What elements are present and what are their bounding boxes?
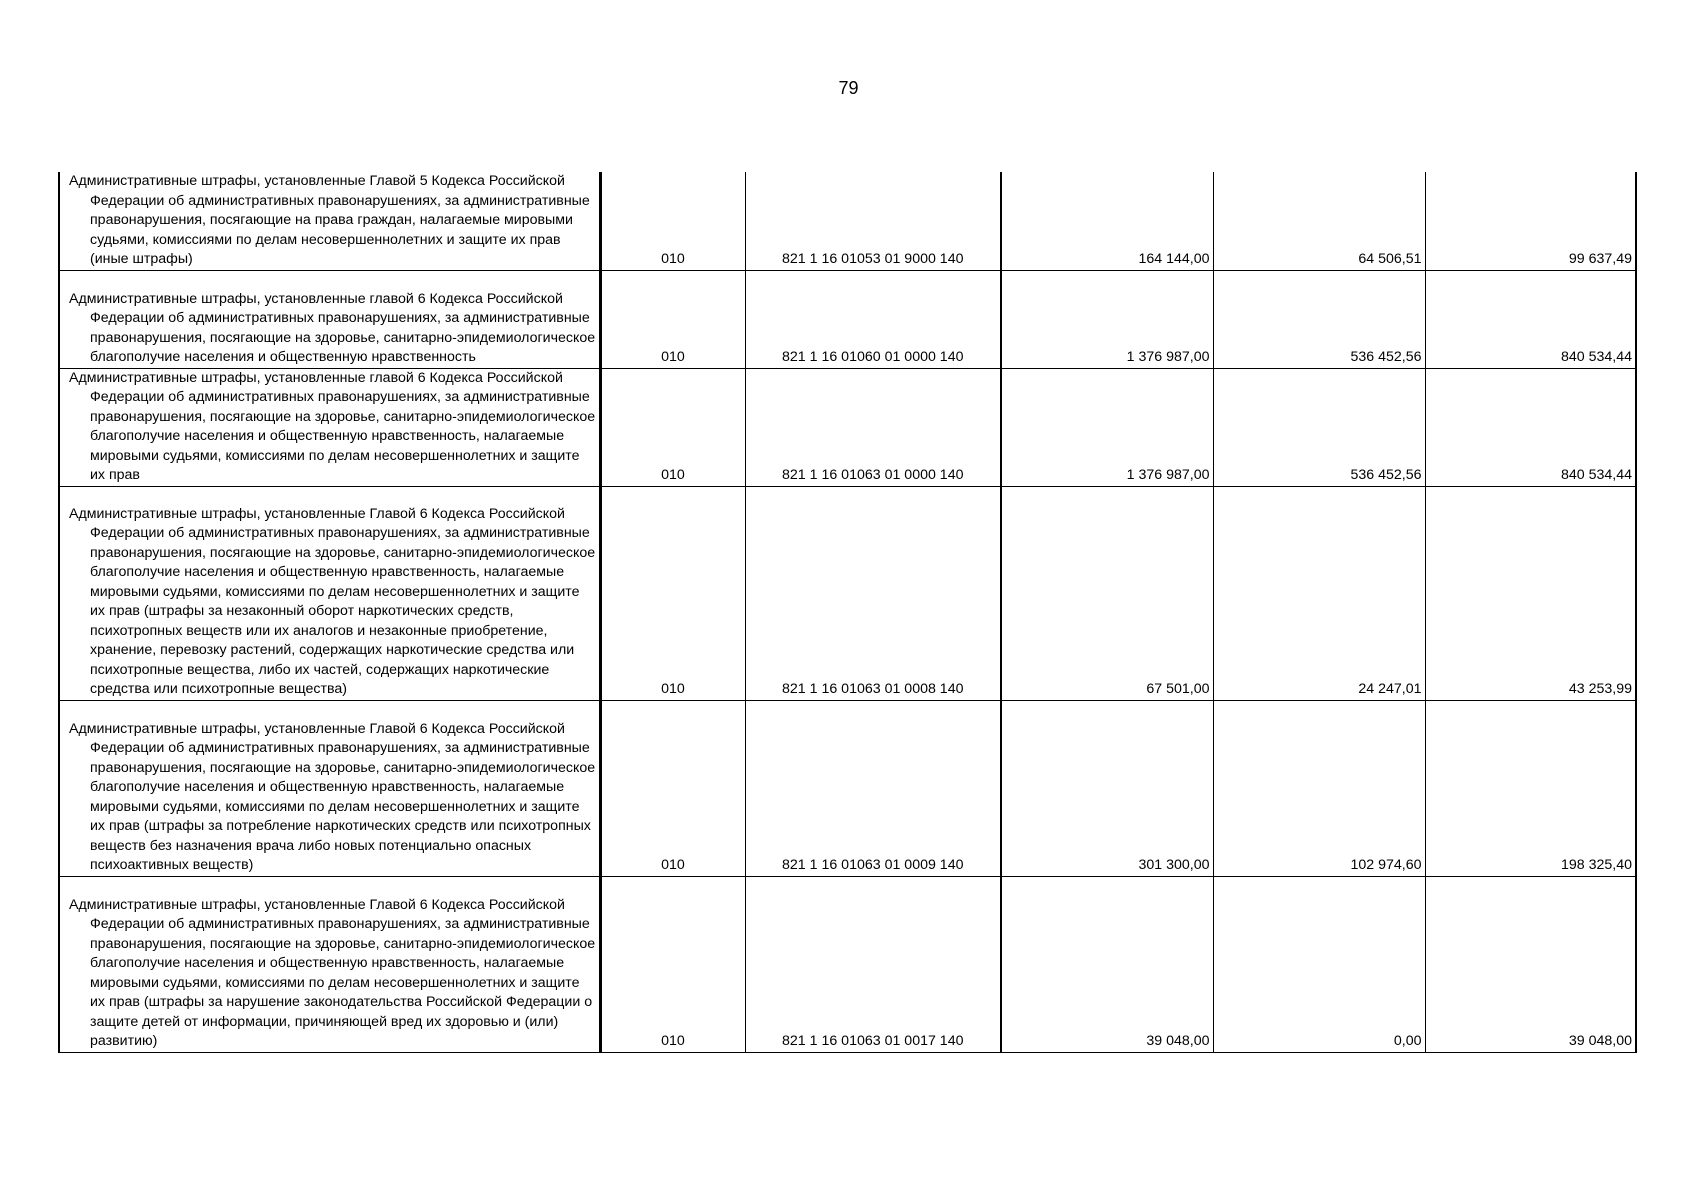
row-line-code: 010 [600, 700, 745, 876]
row-description: Административные штрафы, установленные Главой 5 Кодекса Российской Федерации об административных правонарушениях, за административные правонарушения, посягающие на права граждан, налагаемые мировыми судьями, комиссиями по делам несовершеннолетних и защите их прав (иные штрафы) [59, 172, 600, 270]
row-line-code: 010 [600, 876, 745, 1052]
row-executed: 102 974,60 [1213, 700, 1425, 876]
row-unexecuted: 43 253,99 [1425, 486, 1636, 700]
row-unexecuted: 39 048,00 [1425, 876, 1636, 1052]
row-approved: 1 376 987,00 [1001, 368, 1213, 486]
row-income-code: 821 1 16 01063 01 0008 140 [745, 486, 1001, 700]
row-income-code: 821 1 16 01063 01 0009 140 [745, 700, 1001, 876]
row-executed: 536 452,56 [1213, 270, 1425, 368]
row-unexecuted: 198 325,40 [1425, 700, 1636, 876]
row-description: Административные штрафы, установленные главой 6 Кодекса Российской Федерации об административных правонарушениях, за административные правонарушения, посягающие на здоровье, санитарно-эпидемиологическое благополучие населения и общественную нравственность [59, 270, 600, 368]
row-unexecuted: 840 534,44 [1425, 270, 1636, 368]
page-number: 79 [838, 78, 859, 98]
table-row [59, 700, 1636, 876]
table-row [59, 172, 1636, 270]
row-line-code: 010 [600, 270, 745, 368]
row-income-code: 821 1 16 01053 01 9000 140 [745, 172, 1001, 270]
row-income-code: 821 1 16 01060 01 0000 140 [745, 270, 1001, 368]
row-approved: 301 300,00 [1001, 700, 1213, 876]
row-executed: 24 247,01 [1213, 486, 1425, 700]
row-income-code: 821 1 16 01063 01 0017 140 [745, 876, 1001, 1052]
row-line-code: 010 [600, 486, 745, 700]
row-approved: 39 048,00 [1001, 876, 1213, 1052]
row-executed: 0,00 [1213, 876, 1425, 1052]
row-approved: 1 376 987,00 [1001, 270, 1213, 368]
row-description: Административные штрафы, установленные Главой 6 Кодекса Российской Федерации об административных правонарушениях, за административные правонарушения, посягающие на здоровье, санитарно-эпидемиологическое благополучие населения и общественную нравственность, налагаемые мировыми судьями, комиссиями по делам несовершеннолетних и защите их прав (штрафы за потребление наркотических средств или психотропных веществ без назначения врача либо новых потенциально опасных психоактивных веществ) [59, 700, 600, 876]
row-line-code: 010 [600, 172, 745, 270]
income-table [58, 172, 1637, 1053]
row-approved: 67 501,00 [1001, 486, 1213, 700]
row-description: Административные штрафы, установленные Главой 6 Кодекса Российской Федерации об административных правонарушениях, за административные правонарушения, посягающие на здоровье, санитарно-эпидемиологическое благополучие населения и общественную нравственность, налагаемые мировыми судьями, комиссиями по делам несовершеннолетних и защите их прав (штрафы за нарушение законодательства Российской Федерации о защите детей от информации, причиняющей вред их здоровью и (или) развитию) [59, 876, 600, 1052]
row-approved: 164 144,00 [1001, 172, 1213, 270]
row-unexecuted: 840 534,44 [1425, 368, 1636, 486]
table-row [59, 486, 1636, 700]
row-line-code: 010 [600, 368, 745, 486]
row-income-code: 821 1 16 01063 01 0000 140 [745, 368, 1001, 486]
row-description: Административные штрафы, установленные главой 6 Кодекса Российской Федерации об административных правонарушениях, за административные правонарушения, посягающие на здоровье, санитарно-эпидемиологическое благополучие населения и общественную нравственность, налагаемые мировыми судьями, комиссиями по делам несовершеннолетних и защите их прав [59, 368, 600, 486]
row-description: Административные штрафы, установленные Главой 6 Кодекса Российской Федерации об административных правонарушениях, за административные правонарушения, посягающие на здоровье, санитарно-эпидемиологическое благополучие населения и общественную нравственность, налагаемые мировыми судьями, комиссиями по делам несовершеннолетних и защите их прав (штрафы за незаконный оборот наркотических средств, психотропных веществ или их аналогов и незаконные приобретение, хранение, перевозку растений, содержащих наркотические средства или психотропные вещества, либо их частей, содержащих наркотические средства или психотропные вещества) [59, 486, 600, 700]
table-row [59, 876, 1636, 1052]
table-row [59, 368, 1636, 486]
table-row [59, 270, 1636, 368]
row-unexecuted: 99 637,49 [1425, 172, 1636, 270]
row-executed: 64 506,51 [1213, 172, 1425, 270]
row-executed: 536 452,56 [1213, 368, 1425, 486]
